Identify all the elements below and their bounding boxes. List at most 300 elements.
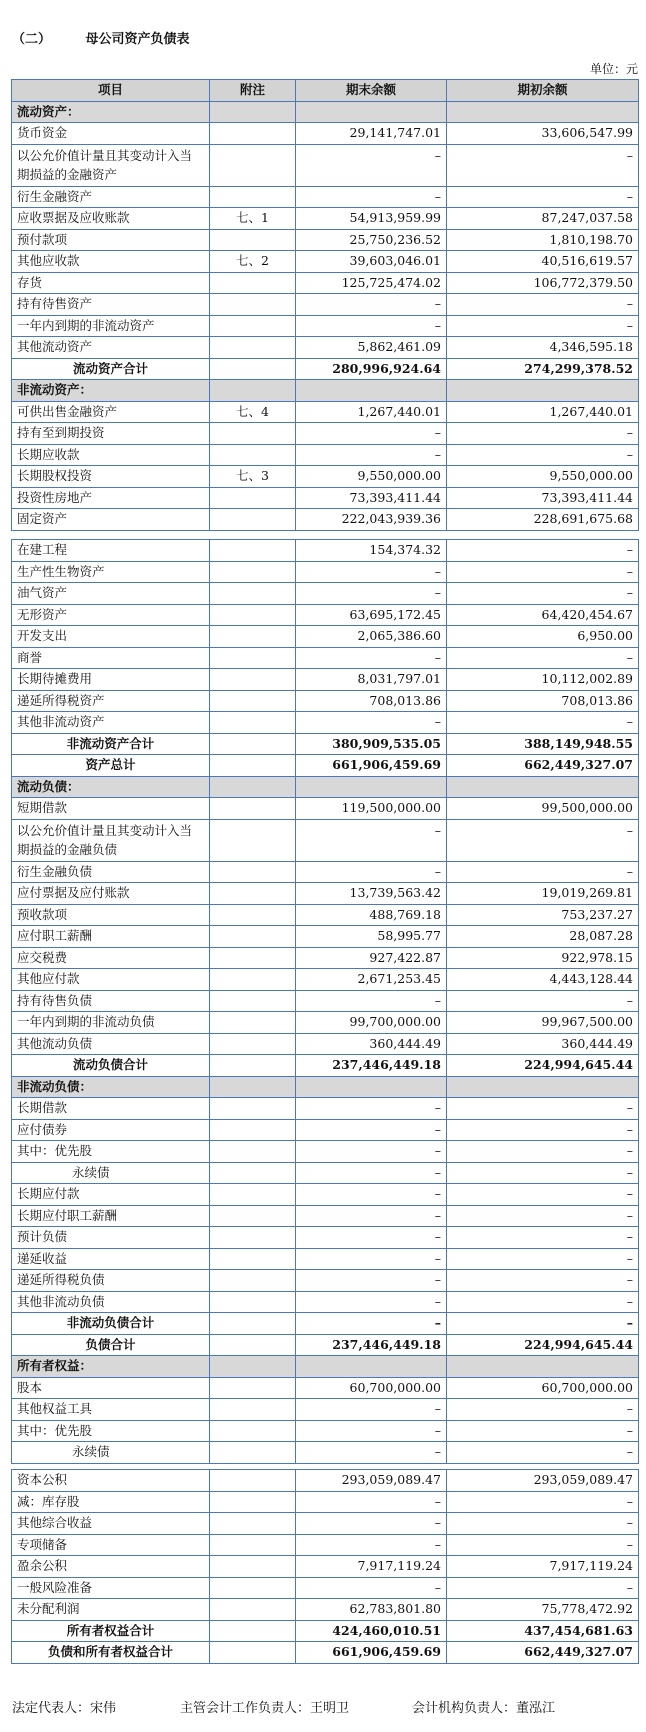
begin-balance-cell: 4,443,128.44 [447, 969, 639, 991]
begin-balance-cell: 708,013.86 [447, 690, 639, 712]
begin-balance-cell: 274,299,378.52 [447, 358, 639, 380]
row-note [210, 819, 296, 861]
begin-balance-cell: 1,810,198.70 [447, 229, 639, 251]
begin-balance-cell: 33,606,547.99 [447, 123, 639, 145]
table-row [12, 487, 639, 509]
row-label: 短期借款 [12, 798, 210, 820]
row-note [210, 540, 296, 562]
end-balance-cell: – [296, 1399, 447, 1421]
row-label: 永续债 [12, 1442, 210, 1464]
end-balance-cell: 424,460,010.51 [296, 1620, 447, 1642]
row-label: 应付票据及应付账款 [12, 883, 210, 905]
row-note [210, 1577, 296, 1599]
row-note [210, 1098, 296, 1120]
end-balance-cell: 29,141,747.01 [296, 123, 447, 145]
row-label: 投资性房地产 [12, 487, 210, 509]
row-note [210, 144, 296, 186]
table-row [12, 926, 639, 948]
begin-balance-cell: 4,346,595.18 [447, 337, 639, 359]
end-balance-cell: 58,995.77 [296, 926, 447, 948]
end-balance-cell: – [296, 294, 447, 316]
end-balance-cell: 13,739,563.42 [296, 883, 447, 905]
table-row [12, 208, 639, 230]
row-note [210, 1291, 296, 1313]
begin-balance-cell [447, 380, 639, 402]
end-balance-cell: 237,446,449.18 [296, 1334, 447, 1356]
row-label: 流动资产合计 [12, 358, 210, 380]
table-row [12, 272, 639, 294]
begin-balance-cell: 922,978.15 [447, 947, 639, 969]
begin-balance-cell: – [447, 315, 639, 337]
begin-balance-cell: – [447, 1227, 639, 1249]
end-balance-cell: – [296, 1291, 447, 1313]
row-label: 衍生金融负债 [12, 861, 210, 883]
row-note [210, 1162, 296, 1184]
row-note [210, 1119, 296, 1141]
row-label: 负债和所有者权益合计 [12, 1642, 210, 1664]
table-row [12, 1442, 639, 1464]
table-row [12, 315, 639, 337]
table-body [12, 540, 639, 1464]
table-row [12, 444, 639, 466]
row-label: 递延所得税资产 [12, 690, 210, 712]
row-note [210, 509, 296, 531]
row-label: 持有待售负债 [12, 990, 210, 1012]
total-row [12, 1642, 639, 1664]
table-row [12, 229, 639, 251]
end-balance-cell: – [296, 583, 447, 605]
row-note [210, 229, 296, 251]
end-balance-cell: – [296, 1313, 447, 1335]
table-row [12, 1098, 639, 1120]
table-row [12, 647, 639, 669]
begin-balance-cell: – [447, 561, 639, 583]
end-balance-cell: – [296, 1248, 447, 1270]
table-row [12, 604, 639, 626]
table-row [12, 1119, 639, 1141]
accounting-org-head: 会计机构负责人：董泓江 [412, 1701, 556, 1716]
end-balance-cell: – [296, 1119, 447, 1141]
end-balance-cell: 73,393,411.44 [296, 487, 447, 509]
row-note [210, 1334, 296, 1356]
table-row [12, 712, 639, 734]
row-note [210, 1513, 296, 1535]
begin-balance-cell: – [447, 1184, 639, 1206]
table-row [12, 798, 639, 820]
table-row [12, 123, 639, 145]
begin-balance-cell: – [447, 294, 639, 316]
begin-balance-cell [447, 776, 639, 798]
end-balance-cell: 280,996,924.64 [296, 358, 447, 380]
end-balance-cell: – [296, 1442, 447, 1464]
row-label: 一年内到期的非流动负债 [12, 1012, 210, 1034]
end-balance-cell: 9,550,000.00 [296, 466, 447, 488]
begin-balance-cell: – [447, 861, 639, 883]
end-balance-cell: – [296, 186, 447, 208]
table-header-row [12, 80, 639, 102]
row-label: 资产总计 [12, 755, 210, 777]
end-balance-cell: – [296, 1270, 447, 1292]
row-label: 无形资产 [12, 604, 210, 626]
end-balance-cell: 54,913,959.99 [296, 208, 447, 230]
row-label: 在建工程 [12, 540, 210, 562]
end-balance-cell: 488,769.18 [296, 904, 447, 926]
row-note [210, 755, 296, 777]
column-header-end-balance: 期末余额 [296, 80, 447, 102]
row-label: 专项储备 [12, 1534, 210, 1556]
row-label: 长期应付职工薪酬 [12, 1205, 210, 1227]
balance-sheet-table-part-3 [11, 1469, 639, 1664]
end-balance-cell: 360,444.49 [296, 1033, 447, 1055]
table-row [12, 626, 639, 648]
accounting-head: 主管会计工作负责人：王明卫 [180, 1701, 350, 1716]
begin-balance-cell: – [447, 1399, 639, 1421]
table-row [12, 1577, 639, 1599]
table-row [12, 1420, 639, 1442]
end-balance-cell: – [296, 1098, 447, 1120]
row-label: 生产性生物资产 [12, 561, 210, 583]
table-row [12, 144, 639, 186]
row-label: 所有者权益： [12, 1356, 210, 1378]
end-balance-cell: – [296, 561, 447, 583]
row-note [210, 337, 296, 359]
row-label: 其他应付款 [12, 969, 210, 991]
row-note [210, 1442, 296, 1464]
begin-balance-cell [447, 1356, 639, 1378]
row-note [210, 1033, 296, 1055]
begin-balance-cell: 28,087.28 [447, 926, 639, 948]
row-note [210, 1141, 296, 1163]
end-balance-cell: – [296, 647, 447, 669]
end-balance-cell: – [296, 1491, 447, 1513]
table-row [12, 1248, 639, 1270]
row-note: 七、3 [210, 466, 296, 488]
row-note [210, 101, 296, 123]
end-balance-cell: 125,725,474.02 [296, 272, 447, 294]
table-row [12, 1534, 639, 1556]
row-note [210, 1248, 296, 1270]
row-label: 货币资金 [12, 123, 210, 145]
end-balance-cell: 8,031,797.01 [296, 669, 447, 691]
row-label: 其他流动资产 [12, 337, 210, 359]
row-label: 所有者权益合计 [12, 1620, 210, 1642]
begin-balance-cell: – [447, 423, 639, 445]
total-row [12, 1055, 639, 1077]
row-note [210, 733, 296, 755]
row-note [210, 358, 296, 380]
end-balance-cell: – [296, 1513, 447, 1535]
table-row [12, 1141, 639, 1163]
row-note [210, 712, 296, 734]
row-label: 递延收益 [12, 1248, 210, 1270]
end-balance-cell: – [296, 1534, 447, 1556]
begin-balance-cell: – [447, 990, 639, 1012]
unit-label: 单位：元 [589, 62, 638, 76]
end-balance-cell: 927,422.87 [296, 947, 447, 969]
end-balance-cell: – [296, 1227, 447, 1249]
row-label: 固定资产 [12, 509, 210, 531]
row-label: 商誉 [12, 647, 210, 669]
row-label: 永续债 [12, 1162, 210, 1184]
table-row [12, 969, 639, 991]
begin-balance-cell: 87,247,037.58 [447, 208, 639, 230]
row-label: 长期待摊费用 [12, 669, 210, 691]
row-label: 其他应收款 [12, 251, 210, 273]
table-row [12, 1291, 639, 1313]
table-row [12, 1270, 639, 1292]
table-row [12, 1033, 639, 1055]
row-note [210, 1620, 296, 1642]
begin-balance-cell: – [447, 1513, 639, 1535]
total-row [12, 733, 639, 755]
row-note [210, 604, 296, 626]
row-note [210, 380, 296, 402]
end-balance-cell: 708,013.86 [296, 690, 447, 712]
table-row [12, 401, 639, 423]
table-row [12, 1491, 639, 1513]
row-note [210, 1599, 296, 1621]
row-note [210, 883, 296, 905]
begin-balance-cell: – [447, 540, 639, 562]
total-row [12, 1334, 639, 1356]
balance-sheet-table-part-2 [11, 539, 639, 1464]
total-row [12, 755, 639, 777]
row-label: 非流动资产： [12, 380, 210, 402]
row-label: 其他综合收益 [12, 1513, 210, 1535]
begin-balance-cell: – [447, 712, 639, 734]
table-row [12, 423, 639, 445]
end-balance-cell [296, 776, 447, 798]
row-note [210, 1534, 296, 1556]
table-row [12, 1377, 639, 1399]
end-balance-cell: 60,700,000.00 [296, 1377, 447, 1399]
begin-balance-cell: 19,019,269.81 [447, 883, 639, 905]
row-note [210, 1642, 296, 1664]
end-balance-cell [296, 1076, 447, 1098]
begin-balance-cell: 228,691,675.68 [447, 509, 639, 531]
table-row [12, 947, 639, 969]
table-row [12, 540, 639, 562]
end-balance-cell: – [296, 315, 447, 337]
end-balance-cell: 380,909,535.05 [296, 733, 447, 755]
table-row [12, 861, 639, 883]
section-header-row [12, 776, 639, 798]
row-label: 非流动负债： [12, 1076, 210, 1098]
end-balance-cell: – [296, 1162, 447, 1184]
row-label: 非流动负债合计 [12, 1313, 210, 1335]
end-balance-cell: – [296, 1184, 447, 1206]
begin-balance-cell: 10,112,002.89 [447, 669, 639, 691]
begin-balance-cell: 360,444.49 [447, 1033, 639, 1055]
end-balance-cell: 222,043,939.36 [296, 509, 447, 531]
end-balance-cell: 1,267,440.01 [296, 401, 447, 423]
column-header-note: 附注 [210, 80, 296, 102]
row-label: 减：库存股 [12, 1491, 210, 1513]
row-note [210, 1470, 296, 1492]
end-balance-cell: – [296, 144, 447, 186]
end-balance-cell: – [296, 423, 447, 445]
row-label: 预收款项 [12, 904, 210, 926]
table-row [12, 690, 639, 712]
section-header-row [12, 1356, 639, 1378]
row-label: 一般风险准备 [12, 1577, 210, 1599]
begin-balance-cell: – [447, 1420, 639, 1442]
begin-balance-cell [447, 1076, 639, 1098]
end-balance-cell: – [296, 990, 447, 1012]
begin-balance-cell: – [447, 819, 639, 861]
end-balance-cell: 237,446,449.18 [296, 1055, 447, 1077]
table-row [12, 1399, 639, 1421]
begin-balance-cell: – [447, 1442, 639, 1464]
section-header-row [12, 1076, 639, 1098]
row-note [210, 1491, 296, 1513]
row-note [210, 969, 296, 991]
begin-balance-cell: 224,994,645.44 [447, 1055, 639, 1077]
table-row [12, 1513, 639, 1535]
row-note [210, 1313, 296, 1335]
row-note [210, 294, 296, 316]
row-note [210, 626, 296, 648]
end-balance-cell [296, 1356, 447, 1378]
table-row [12, 1162, 639, 1184]
begin-balance-cell: 662,449,327.07 [447, 755, 639, 777]
row-label: 非流动资产合计 [12, 733, 210, 755]
row-label: 股本 [12, 1377, 210, 1399]
table-row [12, 1227, 639, 1249]
table-row [12, 1470, 639, 1492]
end-balance-cell: 63,695,172.45 [296, 604, 447, 626]
row-label: 油气资产 [12, 583, 210, 605]
row-note [210, 1227, 296, 1249]
end-balance-cell [296, 380, 447, 402]
end-balance-cell: 661,906,459.69 [296, 755, 447, 777]
begin-balance-cell: 9,550,000.00 [447, 466, 639, 488]
row-label: 流动资产： [12, 101, 210, 123]
row-note [210, 776, 296, 798]
table-row [12, 1556, 639, 1578]
row-label: 长期股权投资 [12, 466, 210, 488]
begin-balance-cell: – [447, 1534, 639, 1556]
row-label: 其中：优先股 [12, 1141, 210, 1163]
end-balance-cell: 119,500,000.00 [296, 798, 447, 820]
end-balance-cell: 7,917,119.24 [296, 1556, 447, 1578]
legal-representative: 法定代表人：宋伟 [12, 1701, 117, 1716]
begin-balance-cell: – [447, 1291, 639, 1313]
begin-balance-cell: – [447, 1270, 639, 1292]
row-label: 应付债券 [12, 1119, 210, 1141]
row-note [210, 947, 296, 969]
row-label: 持有至到期投资 [12, 423, 210, 445]
balance-sheet-table-part-1 [11, 79, 639, 531]
row-note [210, 1076, 296, 1098]
row-label: 长期借款 [12, 1098, 210, 1120]
begin-balance-cell: – [447, 144, 639, 186]
table-row [12, 1012, 639, 1034]
row-note [210, 423, 296, 445]
section-header-row [12, 380, 639, 402]
row-note [210, 1356, 296, 1378]
row-label: 盈余公积 [12, 1556, 210, 1578]
begin-balance-cell: – [447, 1313, 639, 1335]
begin-balance-cell [447, 101, 639, 123]
table-row [12, 990, 639, 1012]
table-row [12, 1599, 639, 1621]
begin-balance-cell: 437,454,681.63 [447, 1620, 639, 1642]
begin-balance-cell: – [447, 444, 639, 466]
row-note: 七、2 [210, 251, 296, 273]
row-label: 其中：优先股 [12, 1420, 210, 1442]
begin-balance-cell: 1,267,440.01 [447, 401, 639, 423]
table-row [12, 251, 639, 273]
row-note [210, 123, 296, 145]
row-note [210, 904, 296, 926]
total-row [12, 1313, 639, 1335]
row-note: 七、1 [210, 208, 296, 230]
row-note [210, 186, 296, 208]
end-balance-cell: – [296, 1141, 447, 1163]
begin-balance-cell: – [447, 1162, 639, 1184]
table-row [12, 669, 639, 691]
begin-balance-cell: 75,778,472.92 [447, 1599, 639, 1621]
row-label: 以公允价值计量且其变动计入当期损益的金融资产 [12, 144, 210, 186]
row-label: 其他流动负债 [12, 1033, 210, 1055]
begin-balance-cell: 40,516,619.57 [447, 251, 639, 273]
row-note [210, 926, 296, 948]
statement-title: 母公司资产负债表 [85, 32, 190, 47]
row-note [210, 487, 296, 509]
section-number: （二） [12, 32, 52, 47]
total-row [12, 1620, 639, 1642]
end-balance-cell [296, 101, 447, 123]
row-note [210, 1399, 296, 1421]
end-balance-cell: – [296, 444, 447, 466]
begin-balance-cell: 662,449,327.07 [447, 1642, 639, 1664]
end-balance-cell: – [296, 861, 447, 883]
begin-balance-cell: 224,994,645.44 [447, 1334, 639, 1356]
row-label: 资本公积 [12, 1470, 210, 1492]
begin-balance-cell: – [447, 1205, 639, 1227]
row-note [210, 1012, 296, 1034]
statement-heading [12, 28, 190, 47]
row-note [210, 1270, 296, 1292]
row-note [210, 690, 296, 712]
row-label: 其他权益工具 [12, 1399, 210, 1421]
row-note [210, 561, 296, 583]
table-body [12, 1470, 639, 1664]
row-note [210, 583, 296, 605]
begin-balance-cell: 293,059,089.47 [447, 1470, 639, 1492]
row-note [210, 1205, 296, 1227]
table-row [12, 337, 639, 359]
table-row [12, 883, 639, 905]
row-note [210, 861, 296, 883]
row-label: 预计负债 [12, 1227, 210, 1249]
column-header-begin-balance: 期初余额 [447, 80, 639, 102]
row-note [210, 1055, 296, 1077]
end-balance-cell: 62,783,801.80 [296, 1599, 447, 1621]
end-balance-cell: 25,750,236.52 [296, 229, 447, 251]
row-label: 长期应收款 [12, 444, 210, 466]
begin-balance-cell: 73,393,411.44 [447, 487, 639, 509]
row-note [210, 798, 296, 820]
end-balance-cell: – [296, 819, 447, 861]
row-note [210, 272, 296, 294]
row-label: 衍生金融资产 [12, 186, 210, 208]
begin-balance-cell: 99,500,000.00 [447, 798, 639, 820]
row-label: 其他非流动资产 [12, 712, 210, 734]
row-note [210, 315, 296, 337]
begin-balance-cell: – [447, 583, 639, 605]
